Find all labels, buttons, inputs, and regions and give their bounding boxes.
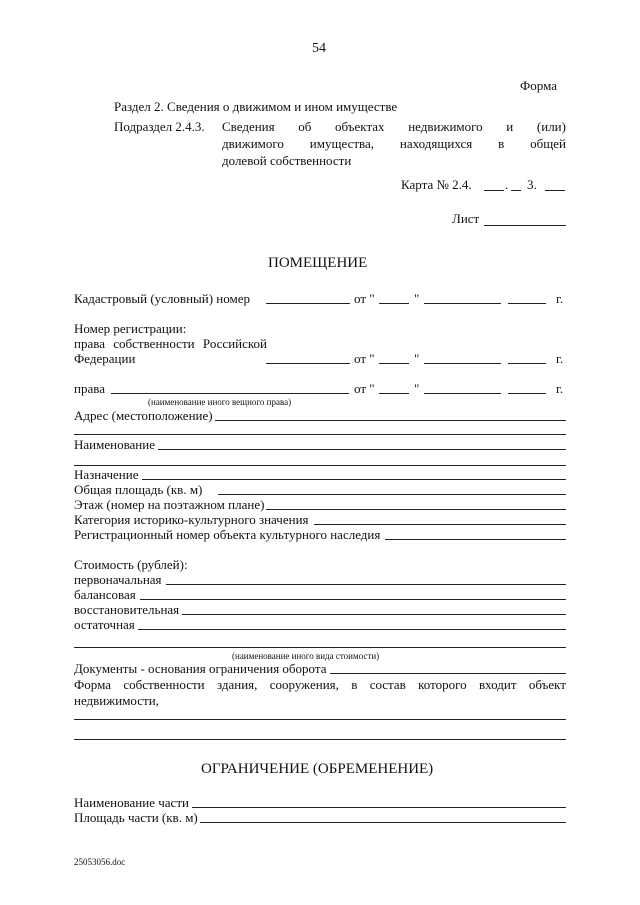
part-name-label: Наименование части (74, 795, 189, 810)
subsection-word: в (498, 136, 505, 151)
part-area-field[interactable] (200, 822, 566, 823)
year-label: г. (556, 351, 564, 366)
registration-label: Номер регистрации: (74, 321, 187, 336)
card-field-2[interactable] (511, 190, 521, 191)
right-year-field[interactable] (508, 393, 546, 394)
other-cost-field[interactable] (74, 647, 566, 648)
heritage-label: Регистрационный номер объекта культурного наследия (74, 527, 381, 542)
quote-label: " (414, 291, 420, 306)
card-label: Карта № 2.4. (401, 177, 472, 192)
category-label: Категория историко-культурного значения (74, 512, 309, 527)
restoration-label: восстановительная (74, 602, 180, 617)
section-title: Раздел 2. Сведения о движимом и ином имуществе (114, 99, 398, 114)
ownership-form-word: в (351, 677, 358, 692)
federation-reg-field[interactable] (266, 363, 350, 364)
cadastral-year-field[interactable] (508, 303, 546, 304)
subsection-word: и (506, 119, 514, 134)
part-area-label: Площадь части (кв. м) (74, 810, 198, 825)
heading-restriction: ОГРАНИЧЕНИЕ (ОБРЕМЕНЕНИЕ) (201, 761, 434, 777)
initial-cost-field[interactable] (166, 584, 566, 585)
ownership-form-word: которого (418, 677, 467, 692)
name-field[interactable] (158, 449, 566, 450)
address-label: Адрес (местоположение) (74, 408, 213, 423)
quote-label: " (414, 351, 420, 366)
restoration-cost-field[interactable] (182, 614, 566, 615)
right-name-field[interactable] (111, 393, 349, 394)
ownership-form-field[interactable] (74, 719, 566, 720)
ownership-form-word: Форма (74, 677, 111, 692)
ownership-right-line (74, 336, 267, 351)
ownership-form-word: состав (369, 677, 406, 692)
purpose-field[interactable] (142, 479, 566, 480)
federation-month-field[interactable] (424, 363, 501, 364)
floor-field[interactable] (266, 509, 566, 510)
federation-year-field[interactable] (508, 363, 546, 364)
form-label: Форма (520, 78, 557, 93)
from-label: от " (354, 291, 375, 306)
card-dot: . (505, 177, 509, 192)
subsection-word: (или) (536, 119, 566, 134)
purpose-label: Назначение (74, 467, 139, 482)
floor-label: Этаж (номер на поэтажном плане) (74, 497, 265, 512)
cadastral-label: Кадастровый (условный) номер (74, 291, 251, 306)
ownership-word: Российской (202, 336, 267, 351)
area-field[interactable] (218, 494, 566, 495)
quote-label: " (414, 381, 420, 396)
ownership-form-line2: недвижимости, (74, 693, 159, 708)
address-field-line2[interactable] (74, 434, 566, 435)
ownership-form-word: объект (528, 677, 566, 692)
right-day-field[interactable] (379, 393, 409, 394)
cadastral-month-field[interactable] (424, 303, 501, 304)
balance-label: балансовая (74, 587, 136, 602)
right-label: права (74, 381, 105, 396)
sheet-label: Лист (452, 211, 480, 226)
ownership-form-field-line2[interactable] (74, 739, 566, 740)
from-label: от " (354, 381, 375, 396)
residual-label: остаточная (74, 617, 135, 632)
sheet-field[interactable] (484, 225, 566, 226)
subsection-word: об (298, 119, 312, 134)
subsection-word: находящихся (399, 136, 473, 151)
documents-label: Документы - основания ограничения оборота (74, 661, 327, 676)
initial-label: первоначальная (74, 572, 162, 587)
federation-label: Федерации (74, 351, 136, 366)
subsection-line3: долевой собственности (222, 153, 352, 168)
address-field[interactable] (215, 420, 566, 421)
cost-label: Стоимость (рублей): (74, 557, 188, 572)
card-field-3[interactable] (545, 190, 565, 191)
name-label: Наименование (74, 437, 155, 452)
subsection-prefix: Подраздел 2.4.3. (114, 119, 205, 134)
subsection-line2 (222, 136, 566, 151)
subsection-line1 (222, 119, 566, 134)
ownership-form-word: входит (478, 677, 517, 692)
year-label: г. (556, 291, 564, 306)
ownership-form-word: собственности (123, 677, 205, 692)
name-field-line2[interactable] (74, 465, 566, 466)
right-hint: (наименование иного вещного права) (148, 397, 292, 407)
subsection-word: недвижимого (408, 119, 483, 134)
heading-room: ПОМЕЩЕНИЕ (268, 255, 368, 271)
subsection-word: общей (530, 136, 566, 151)
documents-field[interactable] (330, 673, 566, 674)
subsection-word: движимого (222, 136, 284, 151)
ownership-form-word: здания, (216, 677, 258, 692)
page-number: 54 (312, 41, 326, 56)
residual-cost-field[interactable] (138, 629, 566, 630)
ownership-form-line1 (74, 677, 566, 692)
year-label: г. (556, 381, 564, 396)
card-part: 3. (527, 177, 537, 192)
part-name-field[interactable] (192, 807, 566, 808)
ownership-form-word: сооружения, (269, 677, 339, 692)
subsection-word: имущества, (309, 136, 375, 151)
subsection-word: объектах (335, 119, 385, 134)
cadastral-number-field[interactable] (266, 303, 350, 304)
cost-hint: (наименование иного вида стоимости) (232, 651, 380, 661)
federation-day-field[interactable] (379, 363, 409, 364)
ownership-word: права (74, 336, 105, 351)
heritage-field[interactable] (385, 539, 566, 540)
ownership-word: собственности (113, 336, 195, 351)
subsection-word: Сведения (222, 119, 275, 134)
card-field-1[interactable] (484, 190, 504, 191)
area-label: Общая площадь (кв. м) (74, 482, 203, 497)
footer-file: 25053056.doc (74, 857, 126, 867)
balance-cost-field[interactable] (140, 599, 566, 600)
category-field[interactable] (314, 524, 566, 525)
right-month-field[interactable] (424, 393, 501, 394)
cadastral-day-field[interactable] (379, 303, 409, 304)
from-label: от " (354, 351, 375, 366)
